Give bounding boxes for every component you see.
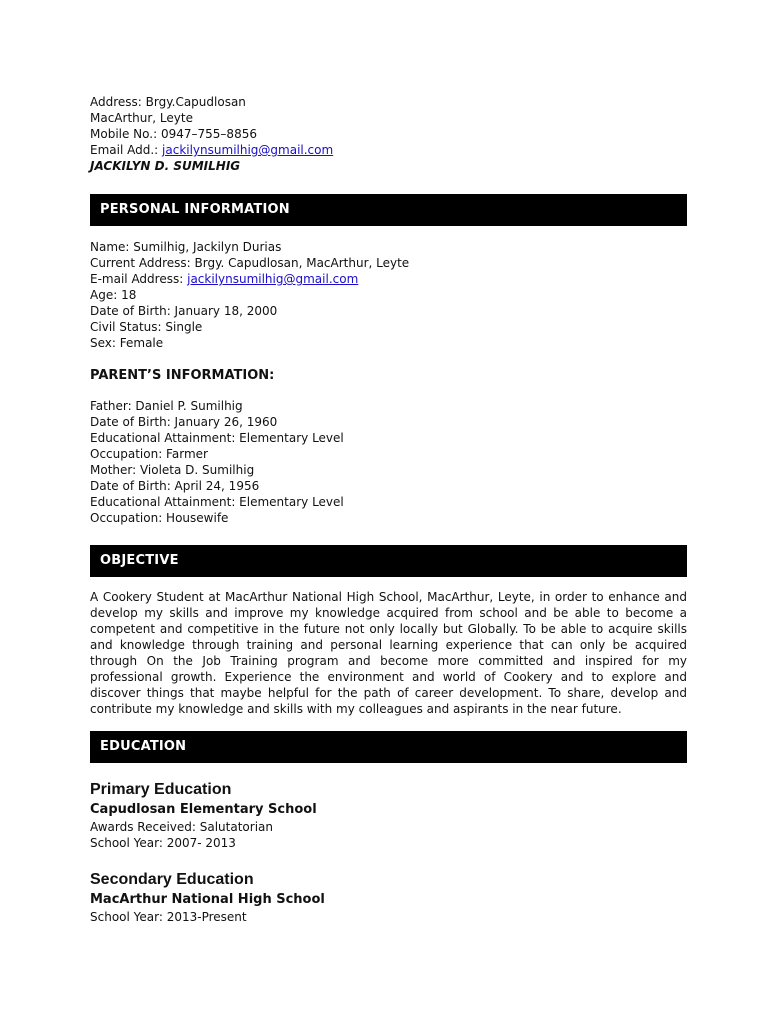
- secondary-education-title: Secondary Education: [90, 871, 254, 888]
- secondary-school-year: School Year: 2013-Present: [90, 910, 247, 924]
- mother-name: Mother: Violeta D. Sumilhig: [90, 463, 255, 477]
- email-label: Email Add.:: [90, 143, 159, 157]
- address-value: Brgy.Capudlosan: [145, 95, 246, 109]
- primary-school-name: Capudlosan Elementary School: [90, 802, 317, 817]
- objective-heading: OBJECTIVE: [90, 545, 687, 577]
- primary-education-block: [90, 779, 687, 851]
- parents-information-heading: PARENT’S INFORMATION:: [90, 368, 275, 383]
- pi-email-link[interactable]: jackilynsumilhig@gmail.com: [187, 272, 359, 286]
- contact-block: [90, 94, 687, 174]
- secondary-school-name: MacArthur National High School: [90, 892, 325, 907]
- mobile-value: 0947–755–8856: [160, 127, 257, 141]
- full-name: JACKILYN D. SUMILHIG: [90, 159, 241, 173]
- email-link[interactable]: jackilynsumilhig@gmail.com: [162, 143, 334, 157]
- primary-education-title: Primary Education: [90, 781, 232, 798]
- father-occupation: Occupation: Farmer: [90, 447, 208, 461]
- education-heading: EDUCATION: [90, 731, 687, 763]
- pi-sex: Sex: Female: [90, 336, 164, 350]
- pi-name: Name: Sumilhig, Jackilyn Durias: [90, 240, 282, 254]
- pi-email-label: E-mail Address:: [90, 272, 184, 286]
- personal-information-block: [90, 239, 687, 351]
- address-line-2: MacArthur, Leyte: [90, 111, 193, 125]
- secondary-education-block: [90, 869, 687, 925]
- address-line: [90, 94, 687, 110]
- parents-information-block: [90, 398, 687, 526]
- father-name: Father: Daniel P. Sumilhig: [90, 399, 243, 413]
- mother-education: Educational Attainment: Elementary Level: [90, 495, 344, 509]
- primary-awards: Awards Received: Salutatorian: [90, 820, 273, 834]
- email-line: [90, 142, 687, 158]
- mobile-line: [90, 126, 687, 142]
- pi-email-line: [90, 271, 687, 287]
- father-dob: Date of Birth: January 26, 1960: [90, 415, 278, 429]
- address-label: Address:: [90, 95, 142, 109]
- primary-school-year: School Year: 2007- 2013: [90, 836, 236, 850]
- objective-text: A Cookery Student at MacArthur National High School, MacArthur, Leyte, in order to enhance and develop my skills and improve my knowledge acquired from school and be able to become a competent and competitive in the future not only locally but Globally. To be able to acquire skills and knowledge through training and personal learning experience that can only be acquired through On the Job Training program and become more committed and inspired for my professional growth. Experience the environment and world of Cookery and to explore and discover things that maybe helpful for the path of career development. To share, develop and contribute my knowledge and skills with my colleagues and aspirants in the near future.: [90, 590, 687, 716]
- mother-dob: Date of Birth: April 24, 1956: [90, 479, 260, 493]
- pi-date-of-birth: Date of Birth: January 18, 2000: [90, 304, 278, 318]
- mobile-label: Mobile No.:: [90, 127, 158, 141]
- father-education: Educational Attainment: Elementary Level: [90, 431, 344, 445]
- pi-age: Age: 18: [90, 288, 137, 302]
- pi-civil-status: Civil Status: Single: [90, 320, 203, 334]
- personal-information-heading: PERSONAL INFORMATION: [90, 194, 687, 226]
- mother-occupation: Occupation: Housewife: [90, 511, 229, 525]
- resume-page: [90, 94, 687, 925]
- pi-current-address: Current Address: Brgy. Capudlosan, MacArthur, Leyte: [90, 256, 410, 270]
